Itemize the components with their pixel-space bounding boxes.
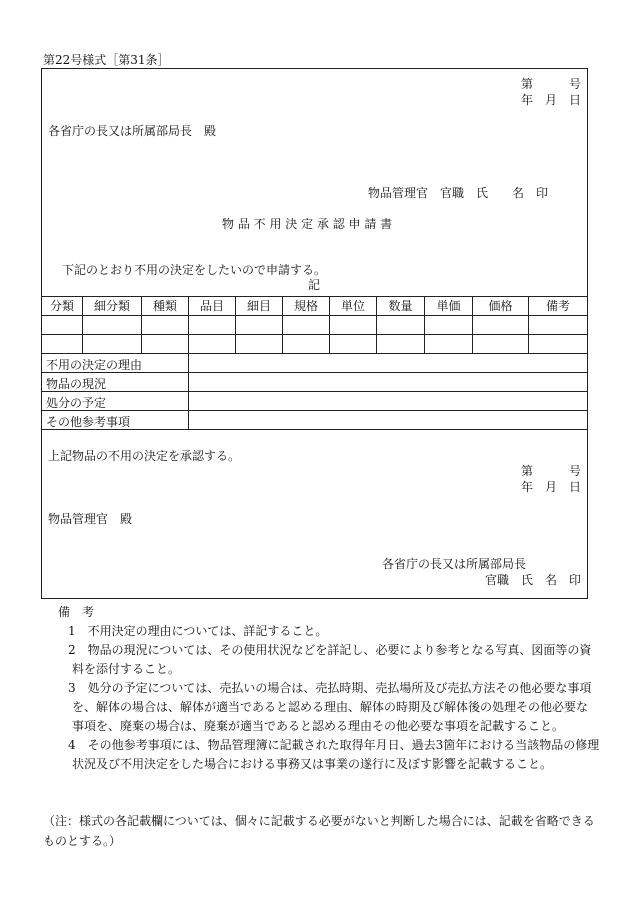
table-cell[interactable] <box>83 335 142 354</box>
table-cell[interactable] <box>425 316 473 335</box>
bottom-number: 第 号 <box>520 464 581 478</box>
document-title: 物 品 不 用 決 定 承 認 申 請 書 <box>222 217 393 231</box>
table-cell[interactable] <box>142 335 189 354</box>
info-row-label: 不用の決定の理由 <box>46 358 143 372</box>
form-header: 第22号様式［第31条］ <box>43 53 170 67</box>
row-divider <box>42 410 587 411</box>
item-table <box>41 296 588 354</box>
table-row <box>42 335 588 354</box>
table-cell[interactable] <box>377 316 425 335</box>
approver-org: 各省庁の長又は所属部局長 <box>382 557 527 571</box>
table-cell[interactable] <box>189 316 236 335</box>
table-cell[interactable] <box>42 335 83 354</box>
header-cell: 単位 <box>330 297 377 316</box>
header-cell: 細分類 <box>83 297 142 316</box>
header-cell: 品目 <box>189 297 236 316</box>
ki-mark: 記 <box>308 278 321 292</box>
application-form-frame <box>41 68 588 599</box>
remarks-title: 備 考 <box>58 605 95 619</box>
remark-line: 3 処分の予定については、売払いの場合は、売払時期、売払場所及び売払方法その他必要な事項 <box>68 681 592 695</box>
bottom-date: 年 月 日 <box>520 480 581 494</box>
top-date: 年 月 日 <box>520 93 581 107</box>
approval-text: 上記物品の不用の決定を承認する。 <box>48 449 241 463</box>
approver-sign: 官職 氏 名 印 <box>484 573 581 587</box>
table-cell[interactable] <box>83 316 142 335</box>
table-cell[interactable] <box>42 316 83 335</box>
table-cell[interactable] <box>142 316 189 335</box>
table-cell[interactable] <box>283 335 330 354</box>
table-cell[interactable] <box>236 335 283 354</box>
table-cell[interactable] <box>473 335 529 354</box>
header-cell: 分類 <box>42 297 83 316</box>
footnote-line: ものとする。） <box>43 834 122 848</box>
remark-line: を、解体の場合は、解体が適当であると認める理由、解体の時期及び解体後の処理その他必要な <box>72 700 589 714</box>
footnote-line: （注：様式の各記載欄については、個々に記載する必要がないと判断した場合には、記載を省略できる <box>43 814 595 828</box>
table-cell[interactable] <box>425 335 473 354</box>
header-cell: 規格 <box>283 297 330 316</box>
addressee: 各省庁の長又は所属部局長 殿 <box>48 124 217 138</box>
top-number: 第 号 <box>520 77 581 91</box>
approval-addressee: 物品管理官 殿 <box>48 512 133 526</box>
info-row-label: その他参考事項 <box>46 415 131 429</box>
header-cell: 細目 <box>236 297 283 316</box>
table-cell[interactable] <box>529 316 588 335</box>
table-cell[interactable] <box>236 316 283 335</box>
table-cell[interactable] <box>189 335 236 354</box>
table-row <box>42 316 588 335</box>
remark-line: 4 その他参考事項には、物品管理簿に記載された取得年月日、過去3箇年における当該物品の修理 <box>68 738 600 752</box>
remark-line: 2 物品の現況については、その使用状況などを詳記し、必要により参考となる写真、図面等の資 <box>68 643 592 657</box>
header-cell: 種類 <box>142 297 189 316</box>
header-cell: 数量 <box>377 297 425 316</box>
table-cell[interactable] <box>330 316 377 335</box>
remark-line: 状況及び不用決定をした場合における事務又は事業の遂行に及ぼす影響を記載すること。 <box>72 757 553 771</box>
table-cell[interactable] <box>529 335 588 354</box>
table-cell[interactable] <box>473 316 529 335</box>
header-cell: 価格 <box>473 297 529 316</box>
remark-line: 1 不用決定の理由については、詳記すること。 <box>68 624 328 638</box>
applicant-line: 物品管理官 官職 氏 名 印 <box>368 186 549 200</box>
table-cell[interactable] <box>330 335 377 354</box>
table-cell[interactable] <box>283 316 330 335</box>
info-row-label: 物品の現況 <box>46 377 107 391</box>
intro-text: 下記のとおり不用の決定をしたいので申請する。 <box>62 263 327 277</box>
remark-line: 事項を、廃棄の場合は、廃棄が適当であると認める理由その他必要な事項を記載すること。 <box>72 719 565 733</box>
header-cell: 備考 <box>529 297 588 316</box>
remark-line: 料を添付すること。 <box>72 662 181 676</box>
table-cell[interactable] <box>377 335 425 354</box>
header-cell: 単価 <box>425 297 473 316</box>
row-divider <box>42 391 587 392</box>
info-row-label: 処分の予定 <box>46 396 107 410</box>
table-header-row <box>42 297 588 316</box>
